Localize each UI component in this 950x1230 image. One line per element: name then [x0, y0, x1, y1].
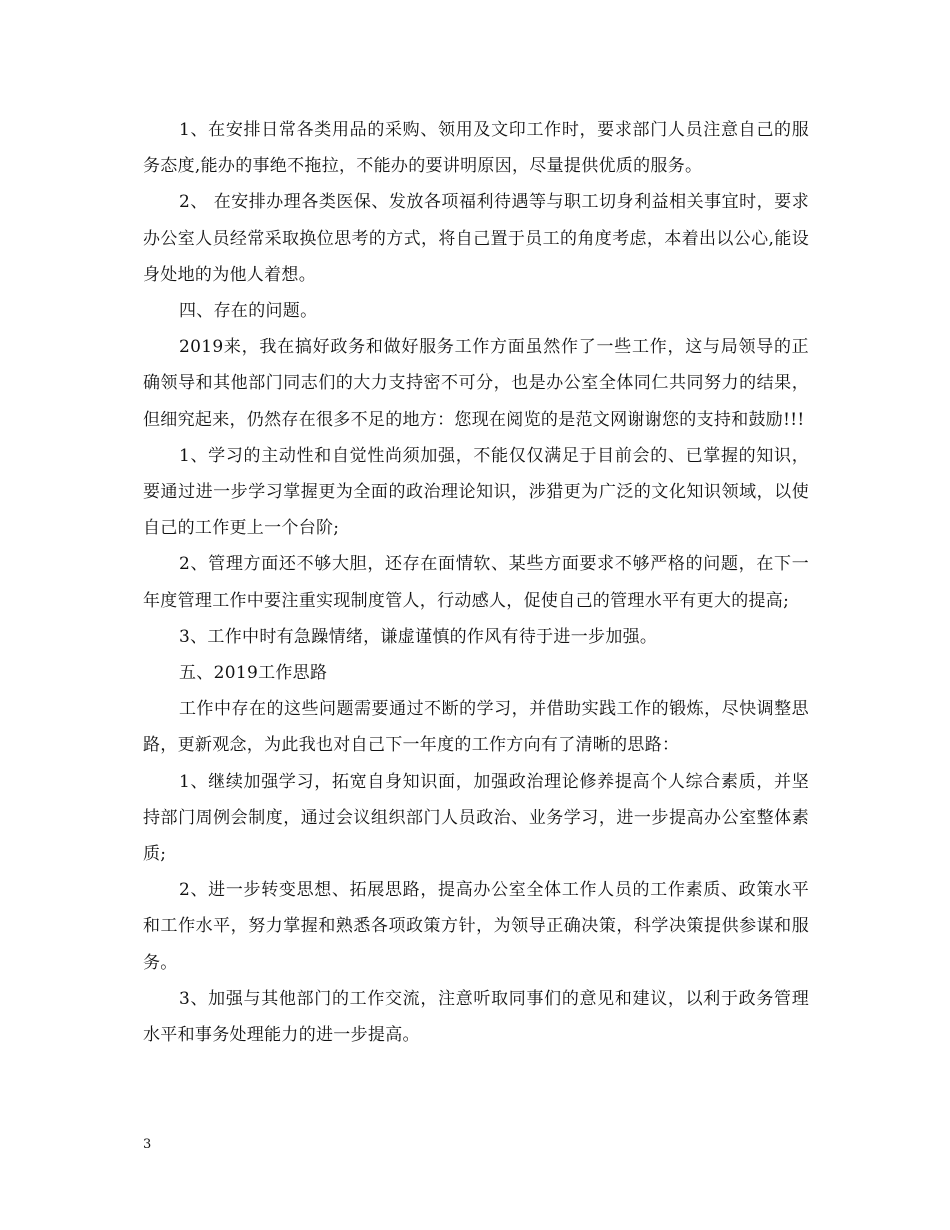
paragraph-work-plan-intro: 工作中存在的这些问题需要通过不断的学习，并借助实践工作的锻炼，尽快调整思路，更新观念，为此我也对自己下一年度的工作方向有了清晰的思路：: [143, 699, 809, 756]
paragraph-plan-2-thinking: 2、进一步转变思想、拓展思路，提高办公室全体工作人员的工作素质、政策水平和工作水平，努力掌握和熟悉各项政策方针，为领导正确决策，科学决策提供参谋和服务。: [143, 880, 809, 973]
paragraph-item-2-benefits: 2、 在安排办理各类医保、发放各项福利待遇等与职工切身利益相关事宜时，要求办公室人员经常采取换位思考的方式，将自己置于员工的角度考虑，本着出以公心,能设身处地的为他人着想。: [143, 192, 809, 285]
paragraph-problem-2-management: 2、管理方面还不够大胆，还存在面情软、某些方面要求不够严格的问题，在下一年度管理工作中要注重实现制度管人，行动感人，促使自己的管理水平有更大的提高;: [143, 554, 809, 611]
paragraph-item-1-procurement: 1、在安排日常各类用品的采购、领用及文印工作时，要求部门人员注意自己的服务态度,能办的事绝不拖拉，不能办的要讲明原因，尽量提供优质的服务。: [143, 120, 809, 177]
paragraph-plan-1-study: 1、继续加强学习，拓宽自身知识面，加强政治理论修养提高个人综合素质，并坚持部门周例会制度，通过会议组织部门人员政治、业务学习，进一步提高办公室整体素质;: [143, 771, 809, 865]
document-body: [143, 112, 809, 1053]
section-heading-work-plan: 五、2019工作思路: [179, 663, 328, 684]
section-heading-problems: 四、存在的问题。: [179, 301, 318, 322]
paragraph-plan-3-communication: 3、加强与其他部门的工作交流，注意听取同事们的意见和建议，以利于政务管理水平和事务处理能力的进一步提高。: [143, 988, 809, 1046]
paragraph-problem-1-learning: 1、学习的主动性和自觉性尚须加强，不能仅仅满足于目前会的、已掌握的知识，要通过进一步学习掌握更为全面的政治理论知识，涉猎更为广泛的文化知识领域，以使自己的工作更上一个台阶;: [143, 445, 809, 539]
paragraph-problems-intro: 2019来，我在搞好政务和做好服务工作方面虽然作了一些工作，这与局领导的正确领导和其他部门同志们的大力支持密不可分，也是办公室全体同仁共同努力的结果，但细究起来，仍然存在很多不足的地方：您现在阅览的是范文网谢谢您的支持和鼓励!!!: [143, 337, 809, 430]
paragraph-problem-3-attitude: 3、工作中时有急躁情绪，谦虚谨慎的作风有待于进一步加强。: [179, 626, 658, 647]
page-number: 3: [143, 1137, 152, 1152]
